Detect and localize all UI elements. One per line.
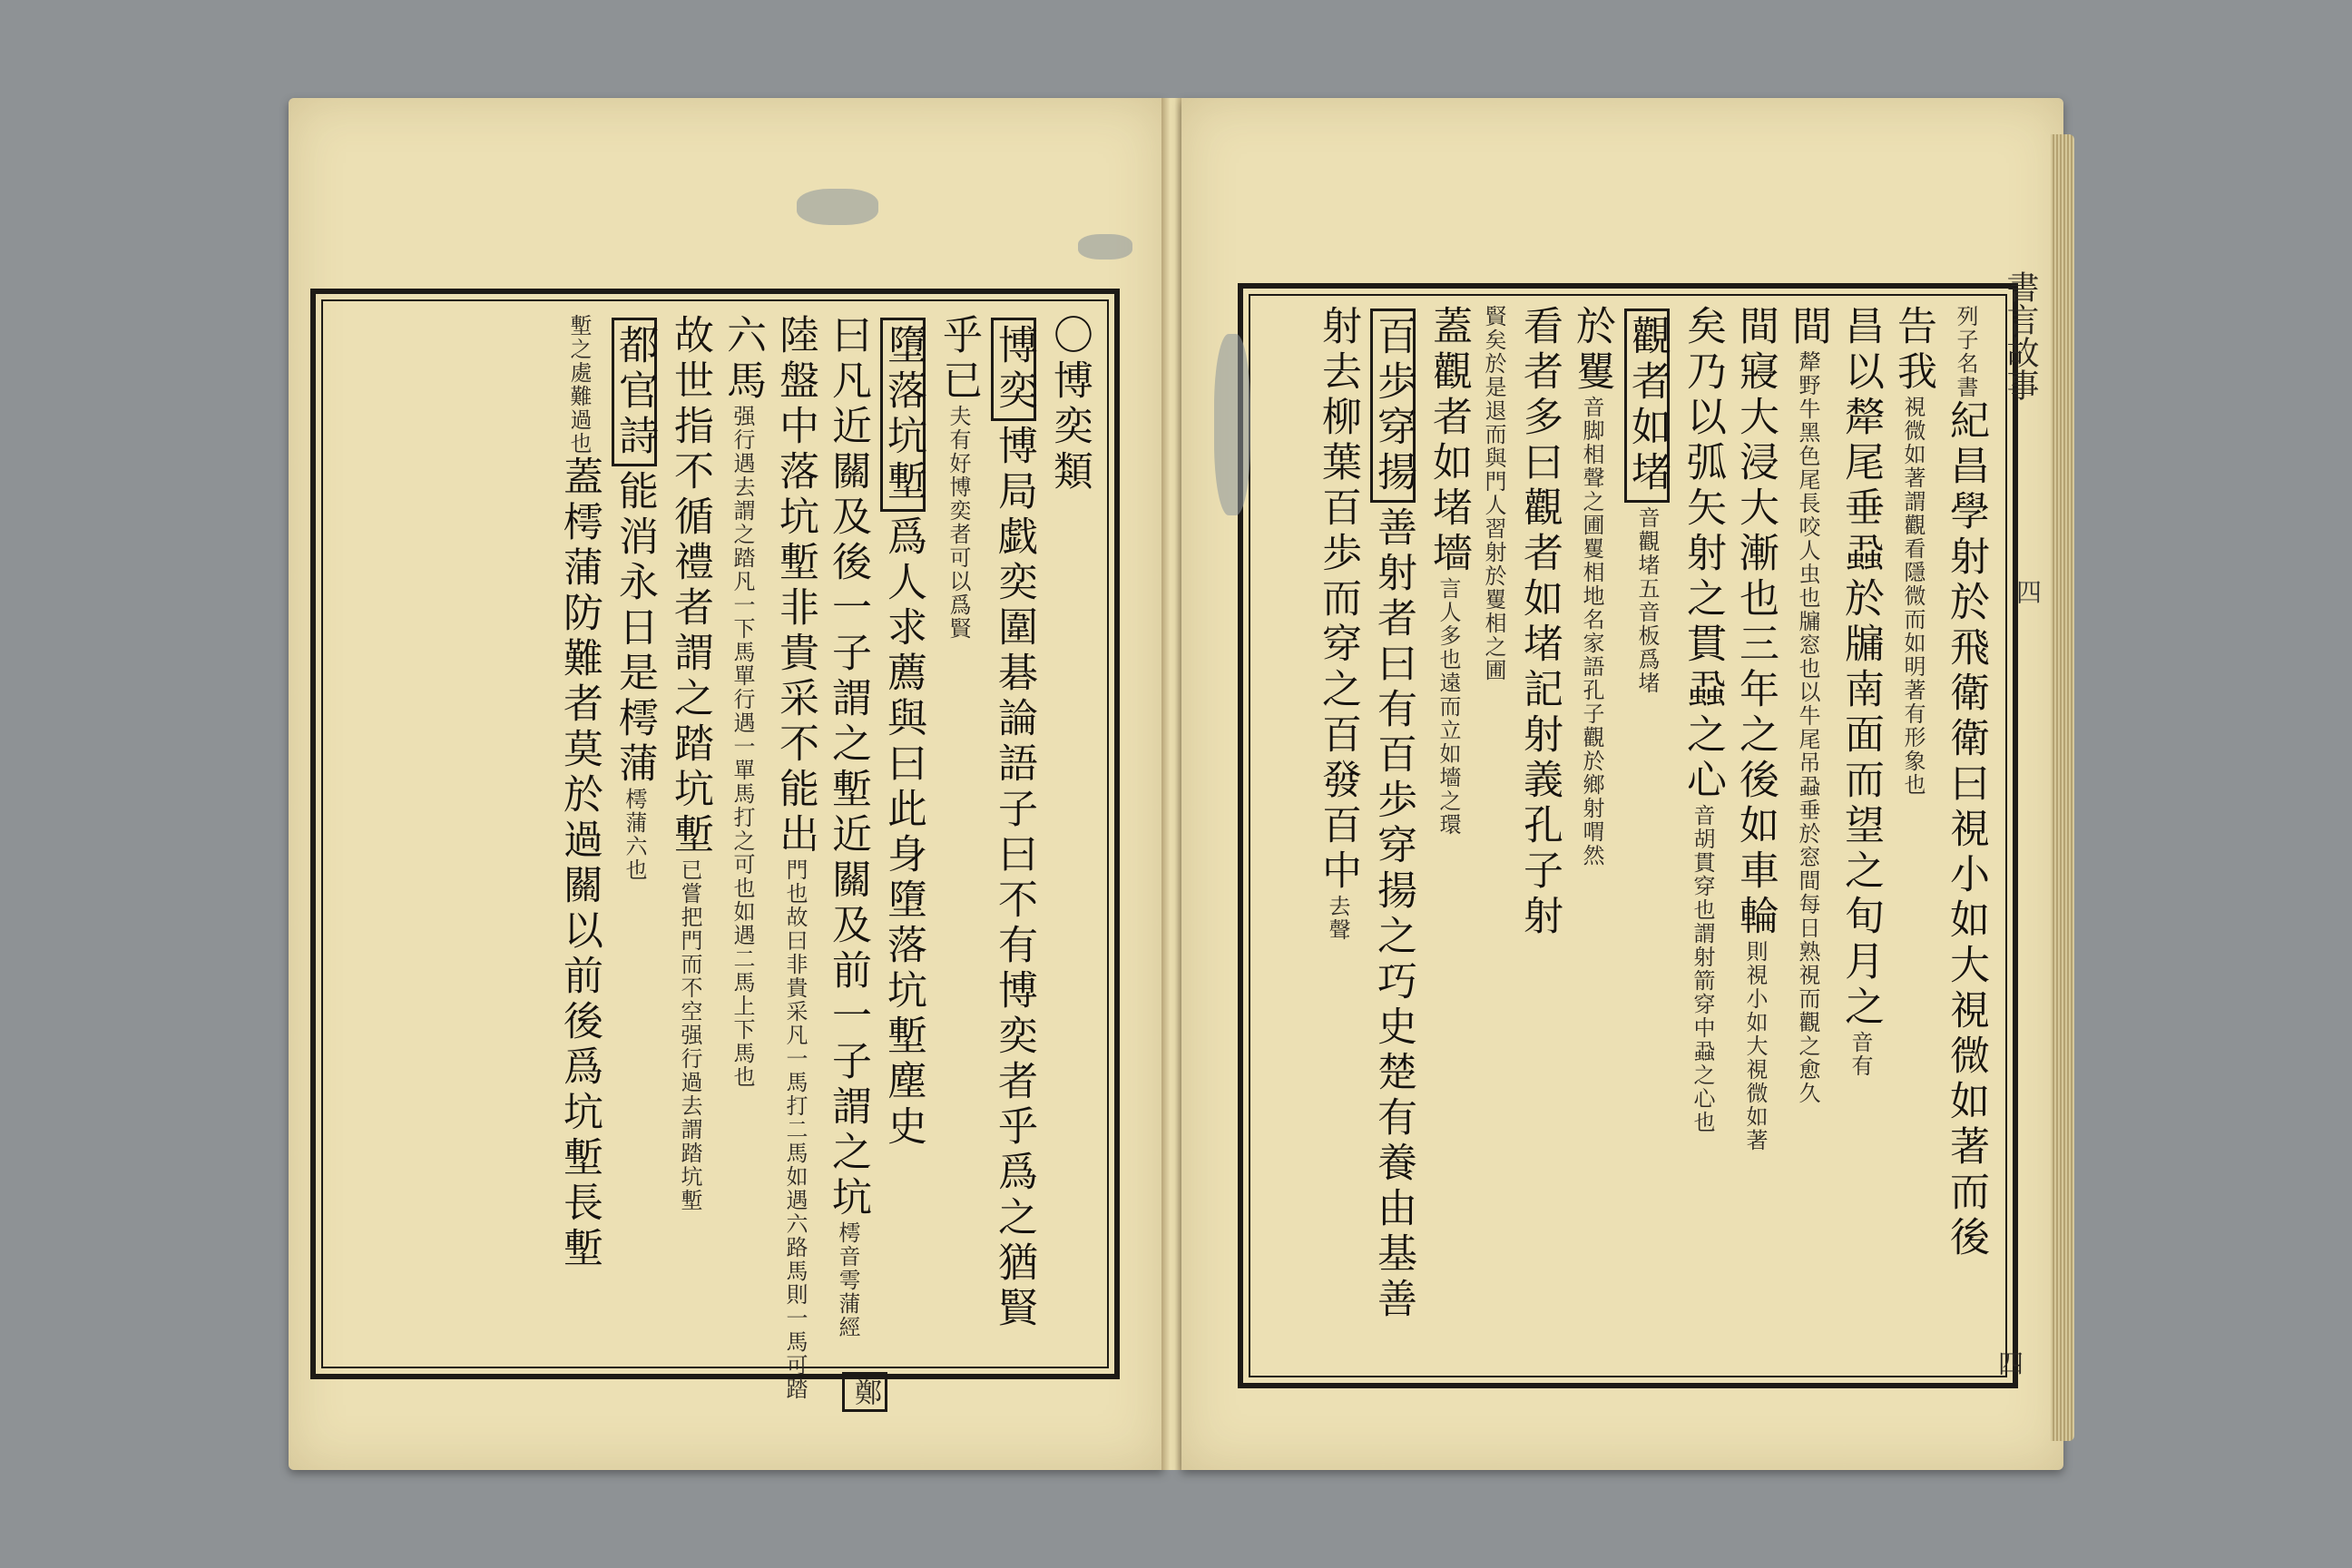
column-text: 看者多曰觀者如堵記射義孔子射 xyxy=(1516,305,1563,940)
column-gloss: 犛野牛黑色尾長咬人虫也牖窓也以牛尾吊蝨垂於窓間每日熟視而觀之愈久 xyxy=(1795,350,1820,1105)
column-gloss: 樗蒲六也 xyxy=(622,788,647,882)
text-column xyxy=(880,314,926,1348)
boxed-heading: 博奕 xyxy=(991,318,1036,421)
paper-damage xyxy=(1078,234,1132,260)
column-gloss: 强行遇去謂之踏凡一下馬單行遇一單馬打之可也如遇二馬上下馬也 xyxy=(730,405,755,1089)
text-column xyxy=(1426,305,1472,1348)
boxed-heading: 百歩穿揚 xyxy=(1370,309,1416,503)
text-column: 〇博奕類 xyxy=(1046,314,1093,495)
column-text: 陸盤中落坑塹非貴采不能出 xyxy=(772,314,818,858)
footer-mark xyxy=(842,1368,887,1416)
text-column xyxy=(991,314,1036,1348)
column-gloss: 夫有好博奕者可以爲賢 xyxy=(946,405,971,641)
column-text: 蓋樗蒲防難者莫於過關以前後爲坑塹長塹 xyxy=(556,456,603,1272)
page-edge xyxy=(2051,134,2074,1441)
column-gloss: 音有 xyxy=(1847,1031,1873,1078)
column-text: 射去柳葉百歩而穿之百發百中 xyxy=(1315,305,1361,895)
column-text: 故世指不循禮者謂之踏坑塹 xyxy=(667,314,713,858)
text-column xyxy=(825,314,871,1348)
text-column xyxy=(1370,305,1416,1348)
text-column xyxy=(720,314,766,1348)
footer-mark-text: 鄭 xyxy=(842,1372,887,1412)
column-text: 蓋觀者如堵墻 xyxy=(1426,305,1472,577)
column-text: 於矍 xyxy=(1569,305,1615,396)
paper-damage xyxy=(797,189,878,225)
column-text: 昌以犛尾垂蝨於牖南面而望之旬月之 xyxy=(1838,305,1884,1031)
column-text: 間 xyxy=(1785,305,1831,350)
column-text: 能消永日是樗蒲 xyxy=(612,470,658,788)
column-text: 曰凡近關及後一子謂之塹近關及前一子謂之坑 xyxy=(825,314,871,1221)
column-text: 紀昌學射於飛衛衛曰視小如大視微如著而後 xyxy=(1943,399,1989,1261)
text-column xyxy=(612,314,657,1348)
text-column xyxy=(1624,305,1670,1348)
column-gloss: 去聲 xyxy=(1325,895,1350,942)
column-text: 爲人求薦與曰此身墮落坑塹塵史 xyxy=(880,515,926,1151)
column-gloss: 言人多也遠而立如墻之環 xyxy=(1436,577,1461,837)
text-column xyxy=(1569,305,1615,1348)
text-column xyxy=(1890,305,1936,1348)
footer-mark: 四 xyxy=(1994,1350,2024,1376)
column-gloss: 已嘗把門而不空强行過去謂踏坑塹 xyxy=(677,858,702,1212)
text-column xyxy=(1516,305,1563,1348)
boxed-heading: 墮落坑塹 xyxy=(880,318,926,512)
column-text: 六馬 xyxy=(720,314,766,405)
column-gloss: 列子名書 xyxy=(1953,305,1978,399)
header-mark: 書言故事 xyxy=(2002,270,2039,401)
column-gloss: 塹之處難過也 xyxy=(566,314,592,456)
column-text: 告我 xyxy=(1890,305,1936,396)
column-gloss: 樗音雩蒲經 xyxy=(835,1221,860,1339)
text-column xyxy=(1838,305,1884,1348)
column-text: 矣乃以弧矢射之貫蝨之心 xyxy=(1680,305,1726,804)
column-text: 間寢大浸大漸也三年之後如車輪 xyxy=(1732,305,1779,940)
column-gloss: 視微如著謂觀看隱微而如明著有形象也 xyxy=(1900,396,1926,797)
book-spread xyxy=(289,98,2074,1470)
column-gloss: 賢矣於是退而與門人習射於矍相之圃 xyxy=(1481,305,1506,682)
column-text: 乎已 xyxy=(936,314,982,405)
boxed-heading: 觀者如堵 xyxy=(1624,309,1670,503)
text-column xyxy=(1785,305,1831,1348)
text-column xyxy=(667,314,713,1348)
paper-damage xyxy=(1214,334,1250,515)
left-page-columns xyxy=(336,314,1093,1401)
left-page xyxy=(289,98,1163,1470)
column-text: 博局戯奕圍碁論語子曰不有博奕者乎爲之猶賢 xyxy=(991,425,1037,1332)
page-number: 四 xyxy=(2013,579,2043,604)
column-gloss: 音觀堵五音板爲堵 xyxy=(1634,506,1660,695)
column-gloss: 則視小如大視微如著 xyxy=(1742,940,1768,1152)
text-column xyxy=(1680,305,1726,1348)
boxed-heading: 都官詩 xyxy=(612,318,657,466)
text-column xyxy=(1315,305,1361,1348)
column-gloss: 音脚相聲之圃矍相地名家語孔子觀於鄉射喟然 xyxy=(1579,396,1604,867)
text-column xyxy=(1481,305,1506,1348)
book-spine xyxy=(1161,98,1183,1470)
column-text: 善射者曰有百歩穿揚之巧史楚有養由基善 xyxy=(1370,506,1416,1323)
text-column xyxy=(1943,305,1989,1348)
right-page xyxy=(1181,98,2063,1470)
column-gloss: 音胡貫穿也謂射箭穿中蝨之心也 xyxy=(1690,804,1715,1134)
text-column xyxy=(772,314,818,1401)
text-column xyxy=(556,314,603,1348)
column-gloss: 門也故曰非貴采凡一馬打二馬如遇六路馬則一馬可踏 xyxy=(782,858,808,1401)
right-page-columns xyxy=(1259,305,1989,1348)
text-column xyxy=(1732,305,1779,1348)
text-column xyxy=(936,314,982,1348)
